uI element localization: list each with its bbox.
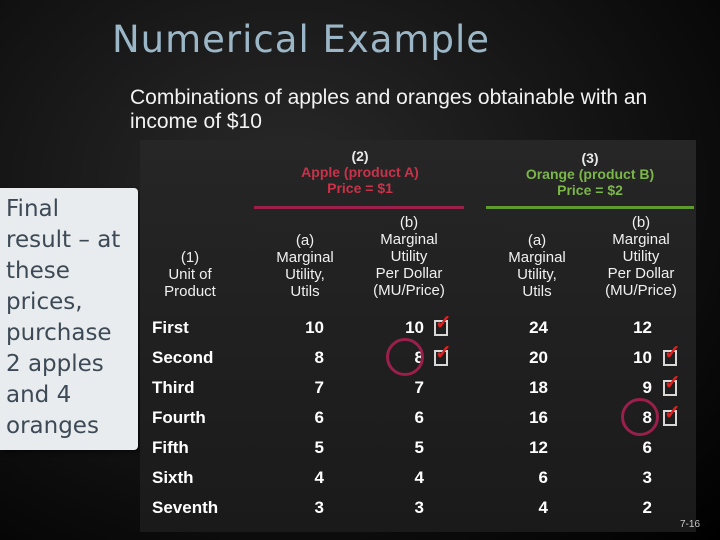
apple-group-price: Price = $1 [327,180,393,196]
table-cell: 8 [642,408,652,427]
table-cell: 6 [538,468,548,487]
highlight-circle [621,398,659,436]
checkmark-icon: ✓ [664,342,681,364]
col-header-line: Per Dollar [607,265,675,282]
orange-group-number: (3) [581,150,599,166]
table-cell: 4 [314,468,324,487]
col-header-line: Unit of [168,266,212,283]
summary-line: 2 apples [6,351,104,377]
table-cell: 5 [314,438,324,457]
checkbox-icon [663,372,681,396]
summary-line: oranges [6,413,99,439]
table-cell: 6 [314,408,324,427]
slide-title: Numerical Example [112,18,491,61]
col-header-line: (MU/Price) [373,282,445,299]
table-cell: 2 [642,498,652,517]
checkbox-icon [434,312,452,336]
table-cell: 8 [314,348,324,367]
col-header-unit [145,249,235,300]
slide-number: 7-16 [679,519,700,530]
orange-group-header [484,150,696,198]
table-cell: 3 [414,498,424,517]
table-cell: 8 [414,348,424,367]
table-cell: 6 [642,438,652,457]
apple-group-name: Apple (product A) [301,164,419,180]
summary-text [6,194,140,442]
table-cell: 20 [529,348,548,367]
summary-line: Final [6,196,60,222]
col-header-line: (MU/Price) [605,282,677,299]
checkmark-icon: ✓ [664,402,681,424]
row-label: Second [152,348,214,367]
table-cell: 3 [314,498,324,517]
highlight-circle [386,338,424,376]
col-header-line: Marginal [612,231,670,248]
summary-line: result – at [6,227,121,253]
col-header-line: Utility [622,248,660,265]
col-header-orange-mu [490,232,584,300]
col-header-line: Utils [290,283,320,300]
table-cell: 10 [405,318,424,337]
col-header-line: (b) [399,214,419,231]
col-header-line: (a) [295,232,315,249]
row-label: Fourth [152,408,206,427]
col-header-line: Marginal [276,249,334,266]
table-cell: 7 [414,378,424,397]
table-cell: 10 [305,318,324,337]
table-cell: 10 [633,348,652,367]
table-cell: 12 [529,438,548,457]
col-header-line: (b) [631,214,651,231]
col-header-line: Per Dollar [375,265,443,282]
col-header-line: Utils [522,283,552,300]
col-header-line: (a) [527,232,547,249]
checkbox-icon [663,402,681,426]
checkmark-icon: ✓ [664,372,681,394]
table-cell: 24 [529,318,548,337]
table-cell: 6 [414,408,424,427]
table-cell: 4 [414,468,424,487]
col-header-line: Marginal [508,249,566,266]
table-cell: 12 [633,318,652,337]
row-label: Seventh [152,498,219,517]
table-cell: 4 [538,498,548,517]
row-label: Fifth [152,438,189,457]
col-header-orange-mupd [590,214,692,299]
summary-line: purchase [6,320,112,346]
table-cell: 7 [314,378,324,397]
checkmark-icon: ✓ [435,312,452,334]
col-header-apple-mupd [358,214,460,299]
col-header-line: Utility, [517,266,557,283]
summary-line: prices, [6,289,83,315]
row-label: First [152,318,189,337]
orange-group-price: Price = $2 [557,182,623,198]
col-header-line: Utility, [285,266,325,283]
col-header-line: (1) [180,249,200,266]
summary-line: and 4 [6,382,72,408]
table-cell: 5 [414,438,424,457]
apple-group-header [250,148,470,196]
table-cell: 9 [642,378,652,397]
checkbox-icon [434,342,452,366]
orange-group-name: Orange (product B) [525,166,655,182]
apple-group-number: (2) [351,148,369,164]
checkmark-icon: ✓ [435,342,452,364]
table-cell: 3 [642,468,652,487]
table-cell: 18 [529,378,548,397]
summary-line: these [6,258,70,284]
slide-subtitle: Combinations of apples and oranges obtainable with an income of $10 [130,86,648,133]
col-header-line: Product [164,283,216,300]
apple-group-underline [254,206,464,209]
checkbox-icon [663,342,681,366]
row-label: Third [152,378,195,397]
col-header-line: Marginal [380,231,438,248]
table-cell: 16 [529,408,548,427]
col-header-apple-mu [258,232,352,300]
orange-group-underline [486,206,694,209]
col-header-line: Utility [390,248,428,265]
row-label: Sixth [152,468,194,487]
